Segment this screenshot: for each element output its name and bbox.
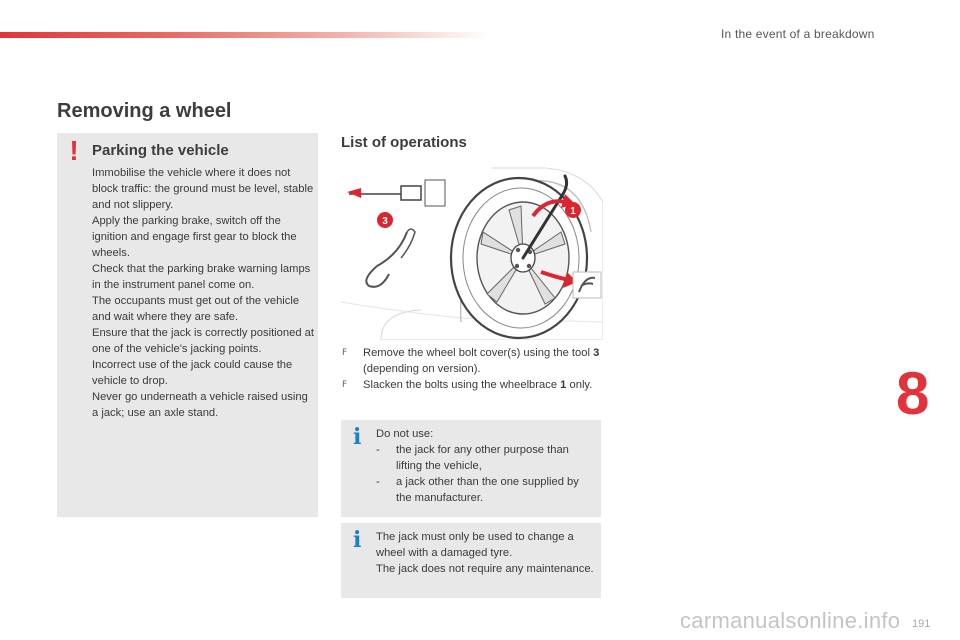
exclamation-icon: ! bbox=[69, 135, 79, 166]
callout-1-label: 1 bbox=[570, 206, 576, 217]
watermark: carmanualsonline.info bbox=[680, 608, 901, 633]
warning-paragraph: Immobilise the vehicle where it does not block traffic: the ground must be level, stable and not slippery. bbox=[92, 167, 314, 211]
info-box-jack-use bbox=[341, 420, 601, 517]
bolt-cover-box bbox=[573, 272, 601, 298]
info-text: Do not use: - the jack for any other purpose than lifting the vehicle, - a jack other than the one supplied by the manufacturer. bbox=[376, 426, 596, 506]
step-item: F Slacken the bolts using the wheelbrace 1 only. bbox=[342, 379, 593, 391]
hook-tool bbox=[366, 232, 407, 287]
bolt-cover-part bbox=[425, 180, 445, 206]
warning-title: Parking the vehicle bbox=[92, 142, 229, 159]
warning-paragraph: Apply the parking brake, switch off the ignition and engage first gear to block the wheels. bbox=[92, 215, 297, 259]
info-list-item: - the jack for any other purpose than lifting the vehicle, bbox=[376, 444, 569, 472]
warning-paragraph: Never go underneath a vehicle raised using a jack; use an axle stand. bbox=[92, 391, 308, 419]
warning-paragraph: The occupants must get out of the vehicle and wait where they are safe. bbox=[92, 295, 300, 323]
callout-3-label: 3 bbox=[382, 216, 388, 227]
step-item: F Remove the wheel bolt cover(s) using the tool 3 (depending on version). bbox=[342, 347, 600, 375]
operation-steps bbox=[341, 345, 601, 393]
hook-tool-arm bbox=[401, 229, 415, 258]
info-list-item: - a jack other than the one supplied by the manufacturer. bbox=[376, 476, 579, 504]
warning-text bbox=[92, 165, 314, 421]
wheel-bolt bbox=[516, 248, 520, 252]
info-box-jack-maintenance bbox=[341, 523, 601, 598]
warning-paragraph: Check that the parking brake warning lamps in the instrument panel come on. bbox=[92, 263, 311, 291]
chapter-number: 8 bbox=[896, 360, 930, 427]
tool-red-tip bbox=[347, 188, 361, 198]
page-title: Removing a wheel bbox=[57, 100, 232, 122]
section-label: In the event of a breakdown bbox=[721, 27, 875, 41]
operations-title: List of operations bbox=[341, 134, 467, 151]
info-icon: i bbox=[353, 424, 362, 450]
page-number: 191 bbox=[912, 618, 931, 630]
info-text: The jack must only be used to change a wheel with a damaged tyre. The jack does not require any maintenance. bbox=[376, 531, 594, 575]
header-accent-bar bbox=[0, 32, 490, 38]
wheel-bolt bbox=[515, 264, 519, 268]
step-bullet: F bbox=[342, 380, 348, 390]
wheel-bolt bbox=[527, 264, 531, 268]
warning-paragraph: Ensure that the jack is correctly positioned at one of the vehicle's jacking points. bbox=[92, 327, 314, 355]
wheel-removal-illustration bbox=[341, 162, 603, 340]
warning-paragraph: Incorrect use of the jack could cause the vehicle to drop. bbox=[92, 359, 293, 387]
step-bullet: F bbox=[342, 348, 348, 358]
info-icon: i bbox=[353, 527, 362, 553]
